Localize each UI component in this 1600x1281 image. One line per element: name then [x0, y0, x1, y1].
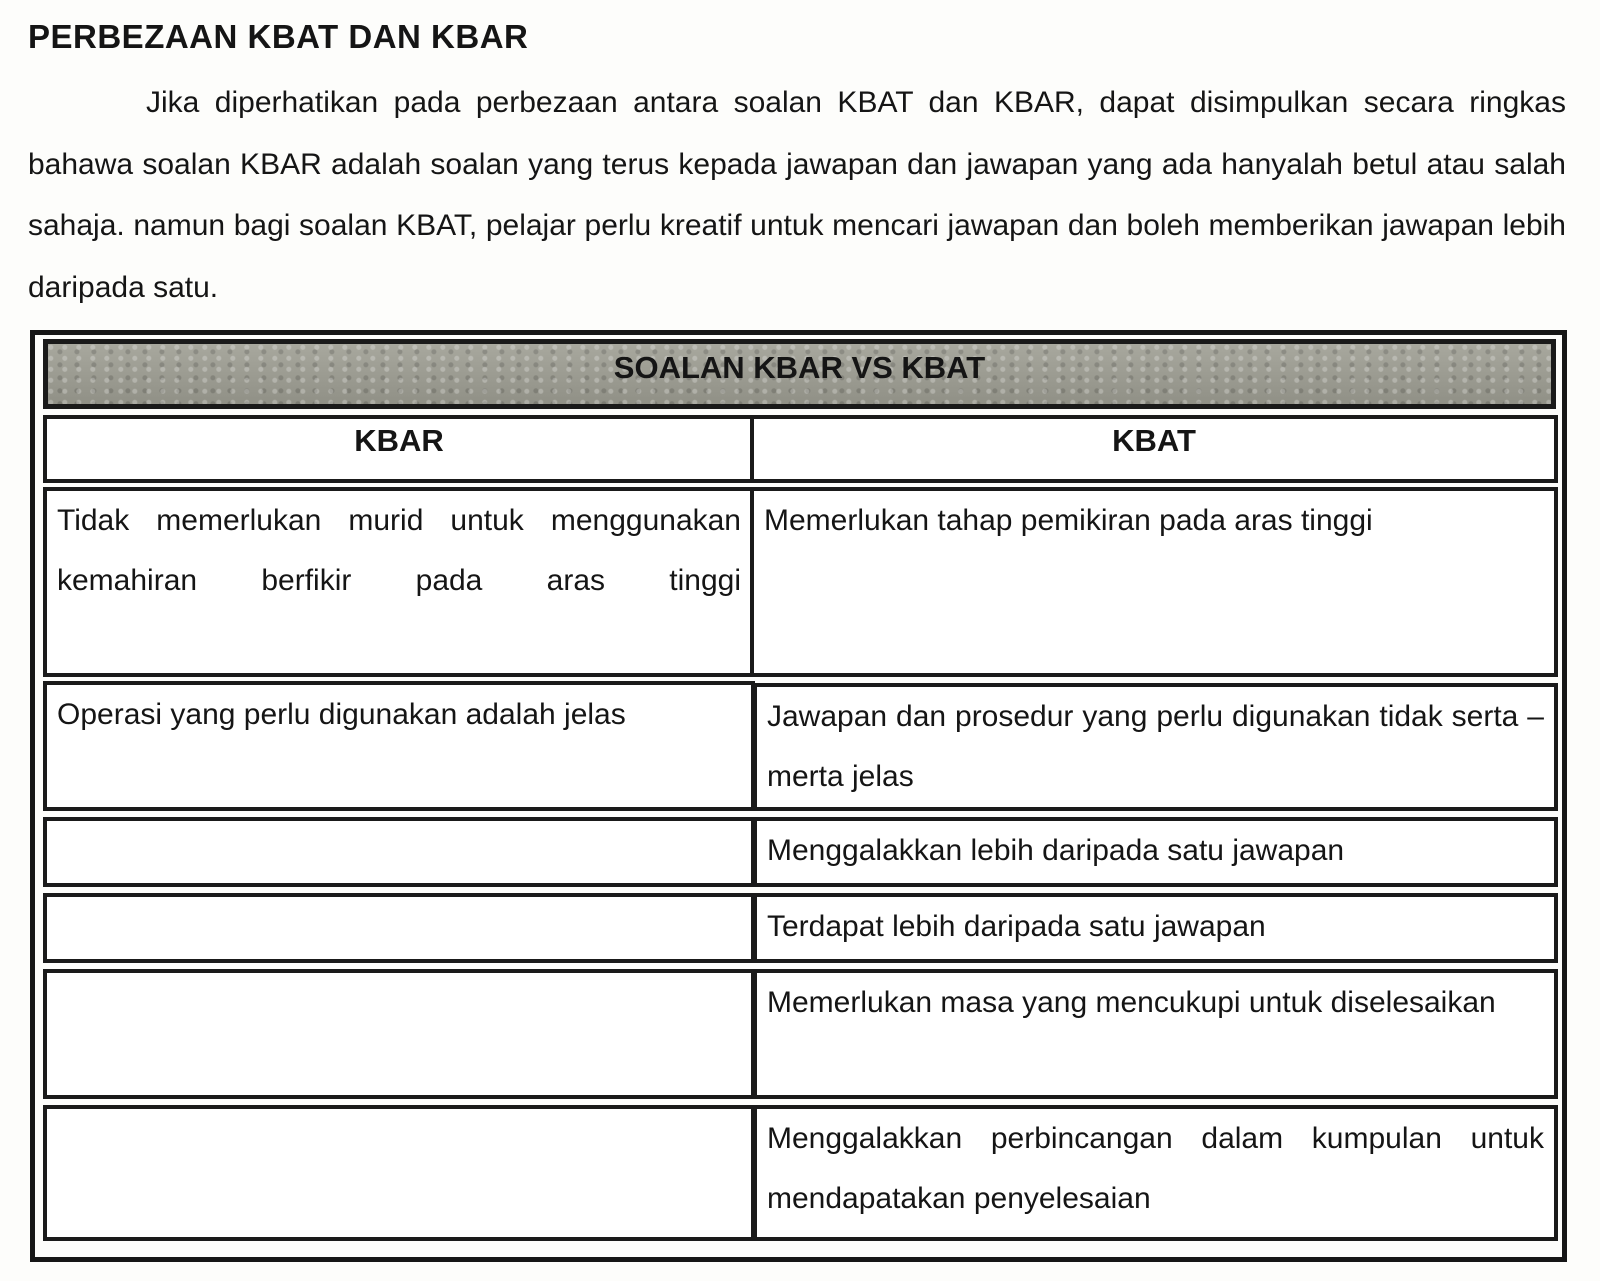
- row-6-kbat: Menggalakkan perbincangan dalam kumpulan untuk mendapatakan penyelesaian: [753, 1105, 1558, 1241]
- row-1-kbat: Memerlukan tahap pemikiran pada aras tinggi: [750, 487, 1558, 677]
- intro-paragraph: Jika diperhatikan pada perbezaan antara soalan KBAT dan KBAR, dapat disimpulkan secara ringkas bahawa soalan KBAR adalah soalan yang terus kepada jawapan dan jawapan yang ada hanyalah betul atau salah sahaja. namun bagi soalan KBAT, pelajar perlu kreatif untuk mencari jawapan dan boleh memberikan jawapan lebih daripada satu.: [28, 86, 1566, 304]
- header-kbar: KBAR: [43, 415, 755, 483]
- row-3-kbar: [43, 817, 755, 887]
- row-5-kbar: [43, 969, 755, 1099]
- section-heading: PERBEZAAN KBAT DAN KBAR: [28, 18, 529, 55]
- row-2-kbar: Operasi yang perlu digunakan adalah jelas: [43, 681, 755, 811]
- row-3-kbat: Menggalakkan lebih daripada satu jawapan: [753, 817, 1558, 887]
- comparison-table: [30, 330, 1567, 1262]
- row-1-kbar: Tidak memerlukan murid untuk menggunakan kemahiran berfikir pada aras tinggi: [43, 487, 755, 677]
- header-kbat: KBAT: [750, 415, 1558, 483]
- row-4-kbat: Terdapat lebih daripada satu jawapan: [753, 893, 1558, 963]
- row-5-kbat: Memerlukan masa yang mencukupi untuk diselesaikan: [753, 969, 1558, 1099]
- row-4-kbar: [43, 893, 755, 963]
- row-6-kbar: [43, 1105, 755, 1241]
- row-2-kbat: Jawapan dan prosedur yang perlu digunakan tidak serta –merta jelas: [753, 683, 1558, 811]
- table-title: SOALAN KBAR VS KBAT: [43, 339, 1556, 409]
